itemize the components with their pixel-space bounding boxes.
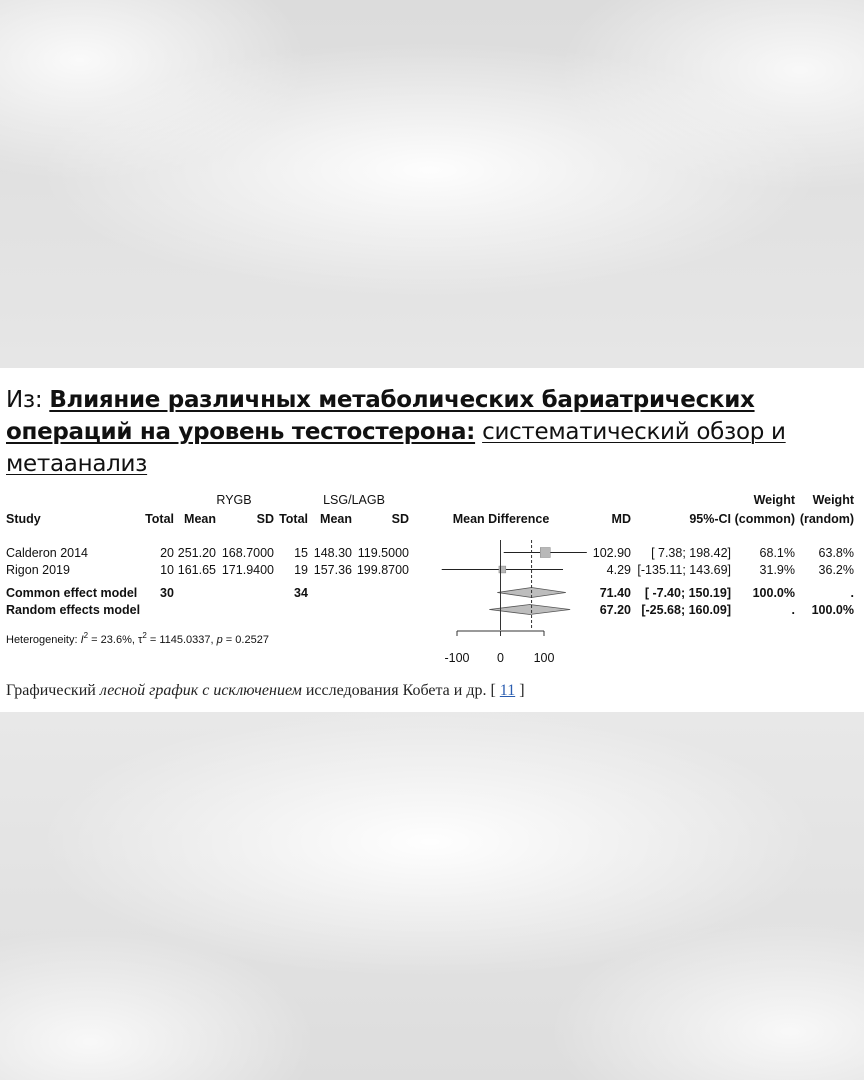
forest-plot	[0, 488, 864, 674]
heterogeneity-prefix: Heterogeneity:	[6, 634, 81, 646]
pooled-total2: 34	[294, 586, 308, 600]
weight-random-cell: 36.2%	[818, 563, 854, 577]
total2-cell: 19	[294, 563, 308, 577]
study-name: Calderon 2014	[6, 546, 89, 560]
md-cell: 102.90	[592, 546, 631, 560]
pooled-row	[6, 603, 854, 617]
weight-common-header-top: Weight	[753, 493, 795, 507]
sd2-cell: 199.8700	[356, 563, 409, 577]
pooled-label: Common effect model	[6, 586, 138, 600]
weight-random-header-top: Weight	[812, 493, 854, 507]
i2-value: = 23.6%,	[88, 634, 138, 646]
weight-common-header: (common)	[734, 512, 795, 526]
forest-plot-area	[442, 540, 587, 665]
mean2-header: Mean	[320, 512, 352, 526]
effect-square	[499, 566, 506, 573]
sd2-header: SD	[391, 512, 409, 526]
md-cell: 4.29	[606, 563, 631, 577]
total1-header: Total	[145, 512, 174, 526]
total2-header: Total	[279, 512, 308, 526]
caption-text-2: исследования Кобета и др. [	[301, 682, 500, 699]
pooled-ci: [-25.68; 160.09]	[641, 603, 731, 617]
mean1-cell: 161.65	[177, 563, 216, 577]
p-symbol: p	[216, 634, 223, 646]
total1-cell: 20	[160, 546, 174, 560]
x-tick-label: 0	[497, 651, 504, 665]
group2-header: LSG/LAGB	[323, 493, 385, 507]
article-title-link[interactable]: Влияние различных метаболических бариатрических операций на уровень тестостерона:	[6, 387, 755, 445]
ci-cell: [-135.11; 143.69]	[637, 563, 731, 577]
effect-square	[540, 548, 550, 558]
pooled-weight-random: 100.0%	[811, 603, 854, 617]
pooled-weight-common: .	[791, 603, 795, 617]
weight-common-cell: 31.9%	[759, 563, 795, 577]
weight-random-cell: 63.8%	[818, 546, 854, 560]
heterogeneity-text	[6, 631, 269, 646]
mean2-cell: 157.36	[313, 563, 352, 577]
pooled-ci: [ -7.40; 150.19]	[644, 586, 731, 600]
figure-caption	[6, 682, 525, 700]
pooled-label: Random effects model	[6, 603, 141, 617]
study-row	[6, 563, 854, 577]
article-heading	[6, 384, 856, 480]
pooled-total1: 30	[160, 586, 174, 600]
pooled-md: 67.20	[599, 603, 631, 617]
ci-header: 95%-CI	[689, 512, 731, 526]
p-value: = 0.2527	[222, 634, 269, 646]
weight-random-header: (random)	[799, 512, 854, 526]
sd1-cell: 168.7000	[221, 546, 274, 560]
tau-symbol: τ	[137, 634, 143, 646]
pooled-row	[6, 586, 854, 600]
study-name: Rigon 2019	[6, 563, 70, 577]
sd2-cell: 119.5000	[357, 546, 409, 560]
tau-value: = 1145.0337,	[146, 634, 217, 646]
i2-symbol: I	[80, 634, 84, 646]
x-tick-label: -100	[444, 651, 470, 665]
sd1-cell: 171.9400	[221, 563, 274, 577]
ci-cell: [ 7.38; 198.42]	[651, 546, 731, 560]
forest-rows	[6, 546, 854, 617]
caption-italic: лесной график с исключением	[99, 682, 302, 699]
caption-text-1: Графический	[6, 682, 100, 699]
pooled-weight-common: 100.0%	[752, 586, 795, 600]
mean1-cell: 251.20	[177, 546, 216, 560]
weight-common-cell: 68.1%	[759, 546, 795, 560]
tau-superscript: 2	[142, 631, 147, 640]
x-tick-label: 100	[533, 651, 555, 665]
study-header: Study	[6, 512, 41, 526]
heading-prefix: Из:	[6, 387, 43, 413]
heading-subtitle: систематический обзор и метаанализ	[6, 419, 786, 477]
group1-header: RYGB	[216, 493, 252, 507]
md-header: MD	[611, 512, 631, 526]
total1-cell: 10	[160, 563, 174, 577]
mean2-cell: 148.30	[313, 546, 352, 560]
reference-link[interactable]: 11	[499, 682, 516, 699]
pooled-diamond	[489, 605, 570, 615]
pooled-md: 71.40	[599, 586, 631, 600]
plot-header: Mean Difference	[452, 512, 550, 526]
i2-superscript: 2	[83, 631, 89, 640]
mean1-header: Mean	[184, 512, 216, 526]
total2-cell: 15	[294, 546, 308, 560]
sd1-header: SD	[256, 512, 274, 526]
caption-text-3: ]	[515, 682, 525, 699]
blurred-background-top	[0, 0, 864, 368]
study-row	[6, 546, 854, 560]
pooled-weight-random: .	[850, 586, 854, 600]
blurred-background-bottom	[0, 712, 864, 1080]
